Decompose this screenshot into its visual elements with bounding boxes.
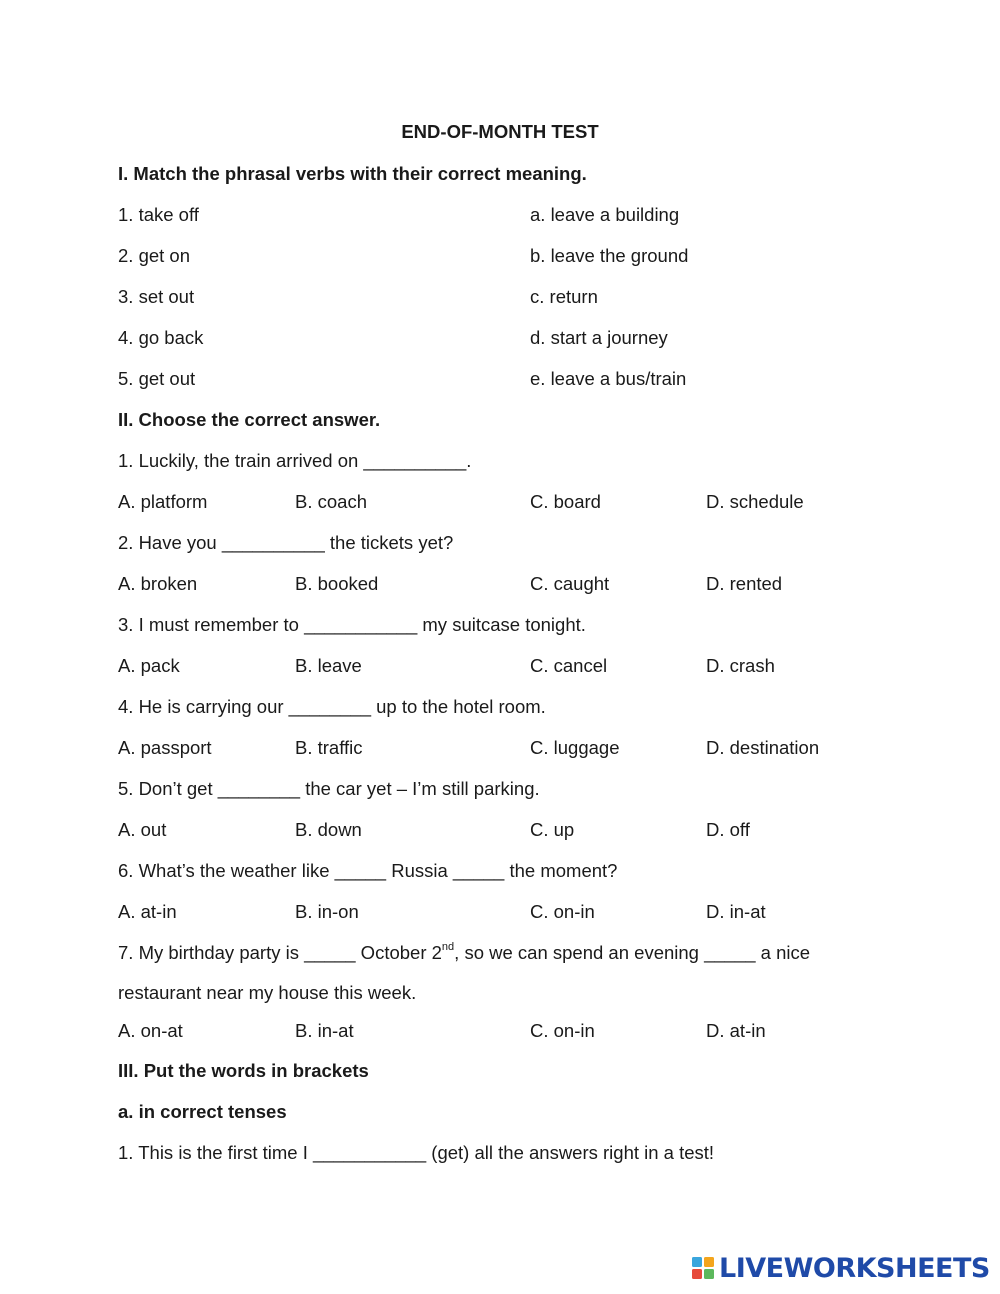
option-5a[interactable]: A. out — [118, 819, 167, 840]
option-5b[interactable]: B. down — [295, 819, 362, 840]
option-1c[interactable]: C. board — [530, 491, 601, 512]
option-6c[interactable]: C. on-in — [530, 901, 595, 922]
option-3c[interactable]: C. cancel — [530, 655, 608, 676]
question-2: 2. Have you __________ the tickets yet? — [118, 532, 454, 553]
option-1d[interactable]: D. schedule — [706, 491, 804, 512]
question-6: 6. What’s the weather like _____ Russia _____ the moment? — [118, 860, 618, 881]
match-left-2: 2. get on — [118, 245, 191, 266]
option-7d[interactable]: D. at-in — [706, 1020, 766, 1041]
option-1a[interactable]: A. platform — [118, 491, 208, 512]
option-6d[interactable]: D. in-at — [706, 901, 766, 922]
match-left-3: 3. set out — [118, 286, 195, 307]
option-3b[interactable]: B. leave — [295, 655, 362, 676]
option-5d[interactable]: D. off — [706, 819, 750, 840]
question-3: 3. I must remember to ___________ my suitcase tonight. — [118, 614, 586, 635]
question-7-ordinal: nd — [441, 940, 455, 953]
option-6a[interactable]: A. at-in — [118, 901, 177, 922]
option-3d[interactable]: D. crash — [706, 655, 775, 676]
option-7c[interactable]: C. on-in — [530, 1020, 595, 1041]
liveworksheets-logo-text: LIVEWORKSHEETS — [719, 1253, 990, 1284]
match-left-5: 5. get out — [118, 368, 196, 389]
question-7 — [118, 942, 810, 964]
option-4b[interactable]: B. traffic — [295, 737, 363, 758]
option-2b[interactable]: B. booked — [295, 573, 379, 594]
section2-heading: II. Choose the correct answer. — [118, 409, 381, 430]
question-4: 4. He is carrying our ________ up to the hotel room. — [118, 696, 546, 717]
section3-subheading: a. in correct tenses — [118, 1101, 287, 1122]
match-left-1: 1. take off — [118, 204, 199, 225]
option-4c[interactable]: C. luggage — [530, 737, 620, 758]
match-right-e: e. leave a bus/train — [530, 368, 687, 389]
option-2c[interactable]: C. caught — [530, 573, 610, 594]
option-4d[interactable]: D. destination — [706, 737, 820, 758]
match-right-c: c. return — [530, 286, 598, 307]
option-7a[interactable]: A. on-at — [118, 1020, 183, 1041]
section1-heading: I. Match the phrasal verbs with their correct meaning. — [118, 163, 587, 184]
tense-item-1: 1. This is the first time I ___________ (get) all the answers right in a test! — [118, 1142, 715, 1163]
match-right-b: b. leave the ground — [530, 245, 689, 266]
option-6b[interactable]: B. in-on — [295, 901, 359, 922]
option-2d[interactable]: D. rented — [706, 573, 783, 594]
question-7-part1: 7. My birthday party is _____ October 2 — [118, 942, 442, 963]
match-right-d: d. start a journey — [530, 327, 668, 348]
question-7-part2: , so we can spend an evening _____ a nice — [454, 942, 811, 963]
question-5: 5. Don’t get ________ the car yet – I’m still parking. — [118, 778, 540, 799]
option-7b[interactable]: B. in-at — [295, 1020, 354, 1041]
option-4a[interactable]: A. passport — [118, 737, 212, 758]
liveworksheets-logo[interactable] — [692, 1253, 990, 1284]
section3-heading: III. Put the words in brackets — [118, 1060, 369, 1081]
match-left-4: 4. go back — [118, 327, 204, 348]
liveworksheets-logo-icon — [692, 1257, 716, 1281]
option-1b[interactable]: B. coach — [295, 491, 367, 512]
option-5c[interactable]: C. up — [530, 819, 575, 840]
match-right-a: a. leave a building — [530, 204, 680, 225]
question-1: 1. Luckily, the train arrived on __________. — [118, 450, 472, 471]
page-title: END-OF-MONTH TEST — [401, 121, 599, 142]
option-2a[interactable]: A. broken — [118, 573, 198, 594]
option-3a[interactable]: A. pack — [118, 655, 180, 676]
question-7-line2: restaurant near my house this week. — [118, 982, 417, 1003]
